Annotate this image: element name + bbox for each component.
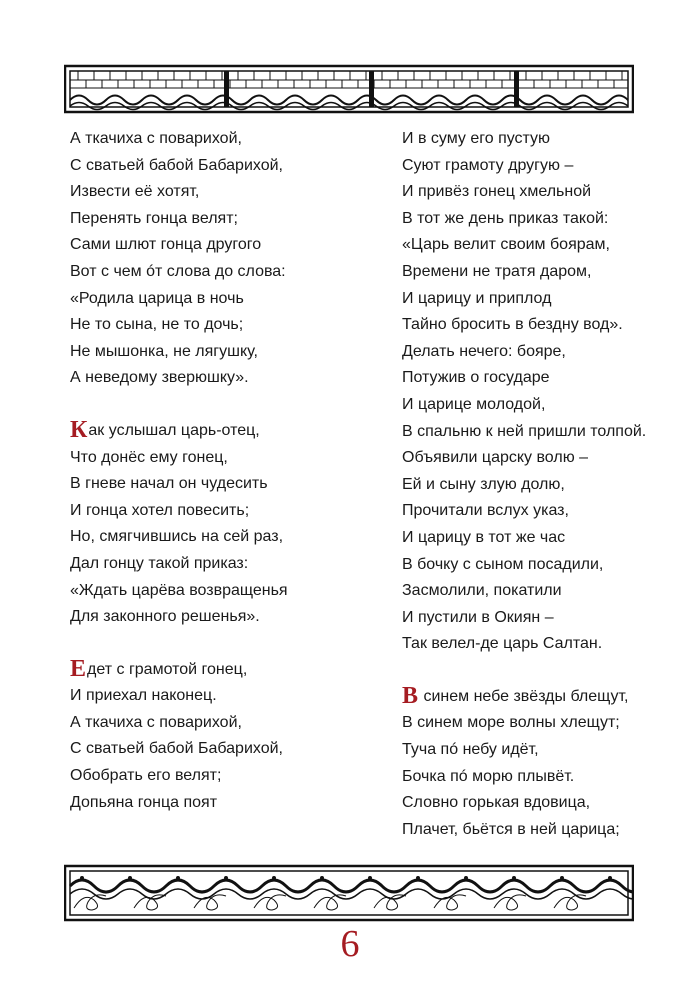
verse-line: Сами шлют гонца другого bbox=[70, 236, 262, 254]
verse-line: В гневе начал он чудесить bbox=[70, 475, 268, 493]
verse-line: Тайно бросить в бездну вод». bbox=[402, 316, 623, 334]
right-poem-column bbox=[402, 126, 692, 869]
verse-line: А ткачиха с поварихой, bbox=[70, 130, 242, 147]
verse-line: Обобрать его велят; bbox=[70, 767, 222, 785]
verse-line: Ей и сыну злую долю, bbox=[402, 475, 565, 493]
drop-cap: В bbox=[402, 682, 419, 709]
verse-line: «Ждать царёва возвращенья bbox=[70, 581, 288, 599]
verse-line: И царицу и приплод bbox=[402, 289, 552, 307]
verse-line: Извести её хотят, bbox=[70, 183, 200, 201]
verse-line bbox=[402, 684, 692, 711]
stanza bbox=[70, 657, 370, 817]
top-ornamental-border bbox=[64, 64, 634, 114]
verse-line: В тот же день приказ такой: bbox=[402, 209, 609, 227]
verse-line: Перенять гонца велят; bbox=[70, 209, 238, 227]
verse-line: И в суму его пустую bbox=[402, 130, 551, 147]
verse-line bbox=[70, 657, 370, 684]
drop-cap: К bbox=[70, 416, 88, 443]
verse-line: А неведому зверюшку». bbox=[70, 369, 249, 387]
verse-line-rest: синем небе звёзды блещут, bbox=[419, 687, 629, 705]
stanza bbox=[70, 418, 370, 631]
verse-line: Не мышонка, не лягушку, bbox=[70, 342, 258, 360]
verse-line: Времени не тратя даром, bbox=[402, 262, 592, 280]
verse-line: Для законного решенья». bbox=[70, 608, 260, 626]
verse-line: В синем море волны хлещут; bbox=[402, 714, 620, 732]
verse-line: Но, смягчившись на сей раз, bbox=[70, 528, 284, 546]
verse-line-rest: дет с грамотой гонец, bbox=[87, 660, 248, 678]
verse-line: И царице молодой, bbox=[402, 395, 546, 413]
verse-line: Словно горькая вдовица, bbox=[402, 794, 591, 812]
verse-line: В бочку с сыном посадили, bbox=[402, 555, 604, 573]
verse-line: «Царь велит своим боярам, bbox=[402, 236, 610, 254]
verse-line: Делать нечего: бояре, bbox=[402, 342, 566, 360]
verse-line: Потужив о государе bbox=[402, 369, 550, 387]
stanza bbox=[70, 126, 370, 392]
verse-line: Не то сына, не то дочь; bbox=[70, 316, 244, 334]
stanza bbox=[402, 126, 692, 658]
bottom-ornamental-border bbox=[64, 864, 634, 922]
verse-line: И привёз гонец хмельной bbox=[402, 183, 592, 201]
verse-line: «Родила царица в ночь bbox=[70, 289, 244, 307]
verse-line: А ткачиха с поварихой, bbox=[70, 713, 242, 731]
verse-line: И приехал наконец. bbox=[70, 687, 217, 705]
page-number: 6 bbox=[340, 923, 360, 965]
verse-line: С сватьей бабой Бабарихой, bbox=[70, 156, 283, 174]
verse-line: Дал гонцу такой приказ: bbox=[70, 554, 249, 572]
verse-line: Прочитали вслух указ, bbox=[402, 502, 569, 520]
verse-line: В спальню к ней пришли толпой. bbox=[402, 422, 647, 440]
verse-line: И гонца хотел повесить; bbox=[70, 501, 250, 519]
verse-line: И царицу в тот же час bbox=[402, 528, 566, 546]
verse-line: Что донёс ему гонец, bbox=[70, 448, 228, 466]
verse-line: Так велел-де царь Салтан. bbox=[402, 635, 603, 653]
stanza bbox=[402, 684, 692, 844]
verse-line: Допьяна гонца поят bbox=[70, 793, 218, 811]
verse-line: Бочка пó морю плывёт. bbox=[402, 767, 575, 785]
verse-line bbox=[70, 418, 370, 445]
verse-line: С сватьей бабой Бабарихой, bbox=[70, 740, 283, 758]
verse-line: И пустили в Окиян – bbox=[402, 608, 554, 626]
verse-line: Объявили царску волю – bbox=[402, 449, 589, 467]
verse-line: Засмолили, покатили bbox=[402, 582, 562, 600]
drop-cap: Е bbox=[70, 655, 87, 682]
verse-line: Суют грамоту другую – bbox=[402, 156, 574, 174]
verse-line: Плачет, бьётся в ней царица; bbox=[402, 820, 620, 838]
verse-line: Туча пó небу идёт, bbox=[402, 741, 539, 759]
verse-line: Вот с чем óт слова до слова: bbox=[70, 262, 286, 280]
left-poem-column bbox=[70, 126, 370, 842]
verse-line-rest: ак услышал царь-отец, bbox=[88, 421, 260, 439]
